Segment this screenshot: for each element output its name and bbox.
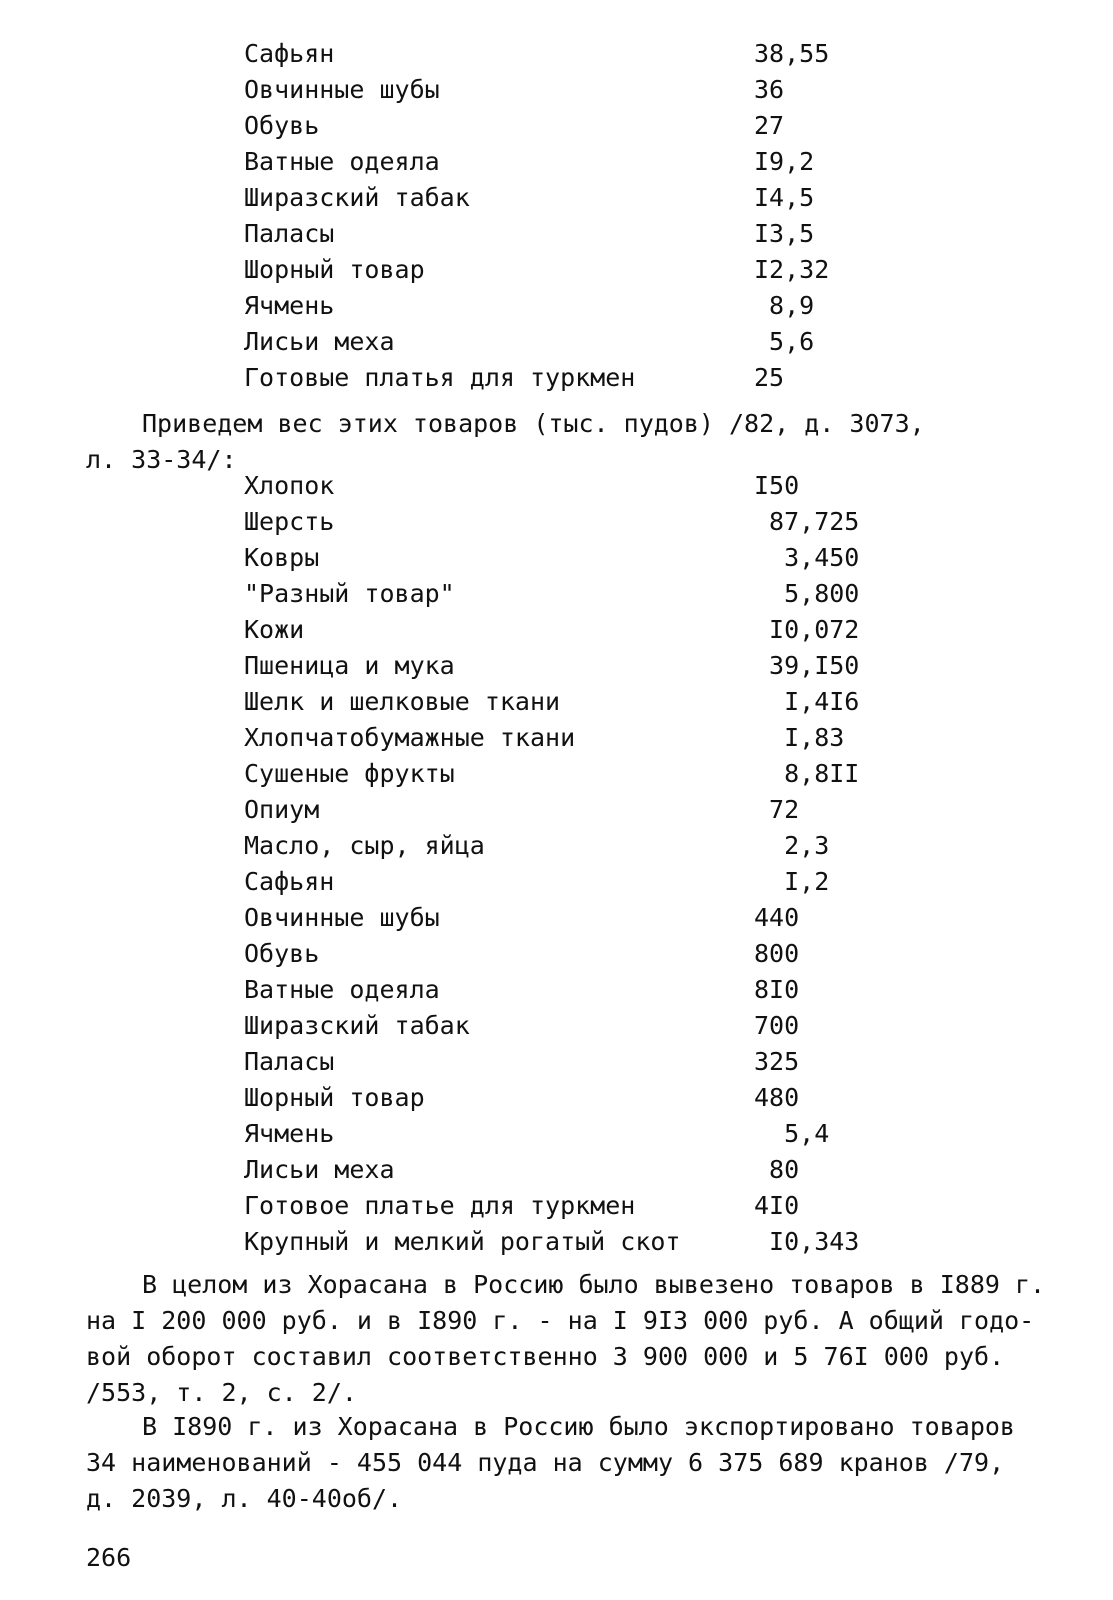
item-name: Пшеница и мука <box>244 651 455 680</box>
item-value: 800 <box>754 939 800 968</box>
item-name: Ковры <box>244 543 320 572</box>
table-row <box>244 36 904 72</box>
item-name: Овчинные шубы <box>244 903 440 932</box>
item-name: Овчинные шубы <box>244 75 440 104</box>
item-name: Ширазский табак <box>244 183 470 212</box>
table-row <box>244 828 904 864</box>
item-name: Хлопок <box>244 471 335 500</box>
item-value: 480 <box>754 1083 800 1112</box>
item-value: 38,55 <box>754 39 830 68</box>
item-name: Шелк и шелковые ткани <box>244 687 561 716</box>
page-number: 266 <box>86 1543 132 1572</box>
item-name: Паласы <box>244 219 335 248</box>
item-name: Сафьян <box>244 867 335 896</box>
table-row <box>244 1224 904 1260</box>
item-name: Готовое платье для туркмен <box>244 1191 636 1220</box>
item-value: I50 <box>754 471 800 500</box>
item-value: 5,4 <box>754 1119 830 1148</box>
item-name: Ячмень <box>244 291 335 320</box>
item-name: Ватные одеяла <box>244 147 440 176</box>
item-value: I,2 <box>754 867 830 896</box>
table-row <box>244 1044 904 1080</box>
item-name: Шерсть <box>244 507 335 536</box>
item-value: 80 <box>754 1155 800 1184</box>
intro-line: л. 33-34/: <box>86 445 237 474</box>
item-value: 2,3 <box>754 831 830 860</box>
table-row <box>244 504 904 540</box>
item-value: I4,5 <box>754 183 815 212</box>
item-name: Лисьи меха <box>244 327 395 356</box>
table-row <box>244 468 904 504</box>
item-name: Ширазский табак <box>244 1011 470 1040</box>
item-value: I2,32 <box>754 255 830 284</box>
table-row <box>244 900 904 936</box>
item-value: I3,5 <box>754 219 815 248</box>
paragraph-line: В целом из Хорасана в Россию было вывезено товаров в I889 г. <box>142 1270 1046 1299</box>
goods-weight-table <box>244 468 904 1260</box>
paragraph-line: /553, т. 2, с. 2/. <box>86 1378 357 1407</box>
table-row <box>244 324 904 360</box>
item-name: Шорный товар <box>244 255 425 284</box>
summary-paragraph <box>86 1267 1046 1411</box>
item-value: 8,8II <box>754 759 860 788</box>
item-value: I0,343 <box>754 1227 860 1256</box>
intro-line: Приведем вес этих товаров (тыс. пудов) /82, д. 3073, <box>142 409 925 438</box>
item-name: Хлопчатобумажные ткани <box>244 723 576 752</box>
item-value: 3,450 <box>754 543 860 572</box>
table-row <box>244 972 904 1008</box>
export-paragraph <box>86 1409 1046 1517</box>
table-row <box>244 540 904 576</box>
item-name: "Разный товар" <box>244 579 455 608</box>
table-row <box>244 684 904 720</box>
item-value: 5,800 <box>754 579 860 608</box>
table-row <box>244 144 904 180</box>
item-name: Кожи <box>244 615 305 644</box>
goods-value-table <box>244 36 904 396</box>
paragraph-line: вой оборот составил соответственно 3 900 000 и 5 76I 000 руб. <box>86 1342 1005 1371</box>
table-row <box>244 252 904 288</box>
item-value: 700 <box>754 1011 800 1040</box>
table-row <box>244 612 904 648</box>
item-value: 27 <box>754 111 785 140</box>
table-row <box>244 792 904 828</box>
item-name: Лисьи меха <box>244 1155 395 1184</box>
item-name: Обувь <box>244 939 320 968</box>
table-row <box>244 1188 904 1224</box>
item-name: Обувь <box>244 111 320 140</box>
table-row <box>244 72 904 108</box>
item-name: Ватные одеяла <box>244 975 440 1004</box>
table-row <box>244 360 904 396</box>
item-value: 36 <box>754 75 785 104</box>
item-value: 87,725 <box>754 507 860 536</box>
table-row <box>244 720 904 756</box>
item-value: 25 <box>754 363 785 392</box>
item-value: I9,2 <box>754 147 815 176</box>
paragraph-line: В I890 г. из Хорасана в Россию было экспортировано товаров <box>142 1412 1015 1441</box>
table-row <box>244 756 904 792</box>
item-value: 72 <box>754 795 800 824</box>
table-row <box>244 1116 904 1152</box>
table-row <box>244 648 904 684</box>
paragraph-line: д. 2039, л. 40-40об/. <box>86 1484 403 1513</box>
item-name: Ячмень <box>244 1119 335 1148</box>
table-row <box>244 1080 904 1116</box>
item-name: Шорный товар <box>244 1083 425 1112</box>
table-row <box>244 108 904 144</box>
table-row <box>244 936 904 972</box>
table-row <box>244 288 904 324</box>
table-row <box>244 1008 904 1044</box>
item-value: 39,I50 <box>754 651 860 680</box>
item-name: Крупный и мелкий рогатый скот <box>244 1227 681 1256</box>
table-row <box>244 180 904 216</box>
item-name: Паласы <box>244 1047 335 1076</box>
item-value: I0,072 <box>754 615 860 644</box>
item-name: Сушеные фрукты <box>244 759 455 788</box>
item-name: Масло, сыр, яйца <box>244 831 485 860</box>
item-value: I,4I6 <box>754 687 860 716</box>
paragraph-line: 34 наименований - 455 044 пуда на сумму 6 375 689 кранов /79, <box>86 1448 1005 1477</box>
item-value: 8I0 <box>754 975 800 1004</box>
table-row <box>244 864 904 900</box>
item-value: 4I0 <box>754 1191 800 1220</box>
table-row <box>244 576 904 612</box>
table-row <box>244 1152 904 1188</box>
item-name: Опиум <box>244 795 320 824</box>
item-value: 5,6 <box>754 327 815 356</box>
item-value: 440 <box>754 903 800 932</box>
paragraph-line: на I 200 000 руб. и в I890 г. - на I 9I3 000 руб. А общий годо- <box>86 1306 1035 1335</box>
item-value: 325 <box>754 1047 800 1076</box>
item-name: Готовые платья для туркмен <box>244 363 636 392</box>
item-value: I,83 <box>754 723 845 752</box>
item-value: 8,9 <box>754 291 815 320</box>
item-name: Сафьян <box>244 39 335 68</box>
table-row <box>244 216 904 252</box>
